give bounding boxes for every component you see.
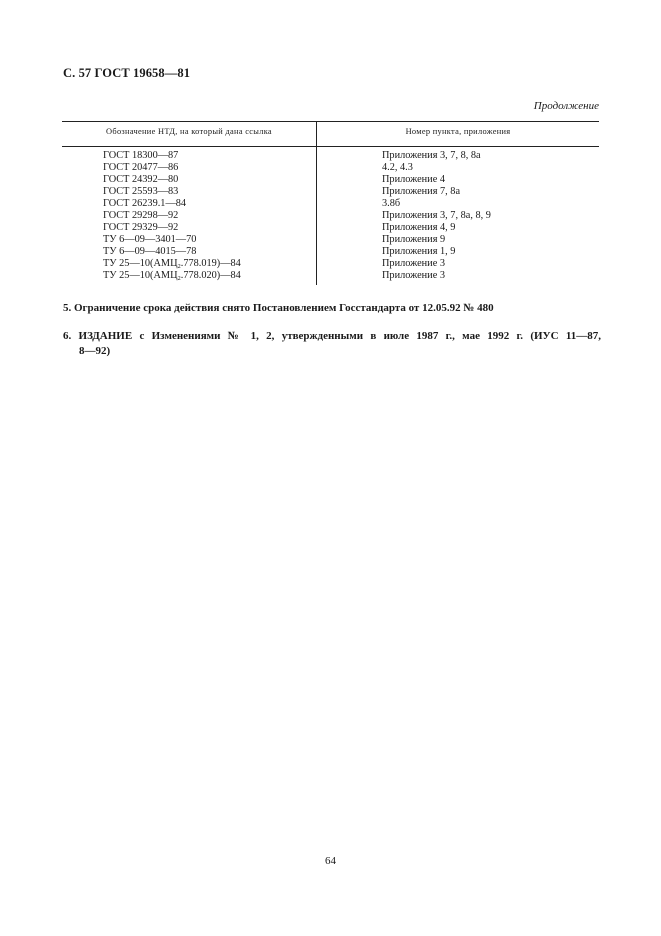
reference-cell: Приложение 4 — [382, 174, 445, 185]
note-validity-period: 5. Ограничение срока действия снято Постановлением Госстандарта от 12.05.92 № 480 — [63, 302, 494, 314]
continuation-label: Продолжение — [533, 100, 599, 112]
table-header-rule — [62, 146, 599, 147]
table-row — [62, 246, 599, 258]
document-cell: ГОСТ 18300—87 — [103, 150, 179, 161]
subscript-index: 2 — [177, 263, 181, 270]
reference-cell: Приложения 3, 7, 8а, 8, 9 — [382, 210, 491, 221]
column-header-document: Обозначение НТД, на который дана ссылка — [106, 127, 272, 136]
document-suffix: .778.019)—84 — [180, 258, 241, 269]
reference-cell: Приложения 3, 7, 8, 8а — [382, 150, 481, 161]
document-cell: ТУ 6—09—3401—70 — [103, 234, 197, 245]
document-cell — [103, 270, 241, 282]
document-cell: ГОСТ 26239.1—84 — [103, 198, 187, 209]
table-row — [62, 150, 599, 162]
reference-cell: Приложения 7, 8а — [382, 186, 461, 197]
table-body — [62, 150, 599, 282]
table-top-rule — [62, 121, 599, 122]
document-prefix: ТУ 25—10(АМЦ — [103, 270, 178, 281]
table-row — [62, 186, 599, 198]
reference-cell: Приложения 1, 9 — [382, 246, 456, 257]
column-header-reference: Номер пункта, приложения — [405, 127, 511, 136]
table-row — [62, 222, 599, 234]
page-number: 64 — [325, 855, 336, 867]
reference-cell: 4.2, 4.3 — [382, 162, 413, 173]
table-row — [62, 198, 599, 210]
document-suffix: .778.020)—84 — [180, 270, 241, 281]
reference-cell: Приложения 9 — [382, 234, 446, 245]
document-cell: ГОСТ 29298—92 — [103, 210, 179, 221]
table-row — [62, 234, 599, 246]
reference-cell: 3.8б — [382, 198, 401, 209]
table-row — [62, 174, 599, 186]
subscript-index: 2 — [177, 275, 181, 282]
references-table — [62, 121, 599, 285]
table-row — [62, 258, 599, 270]
table-row — [62, 270, 599, 282]
table-row — [62, 210, 599, 222]
document-cell: ГОСТ 25593—83 — [103, 186, 179, 197]
note-edition-line-2: 8—92) — [79, 345, 111, 357]
document-prefix: ТУ 25—10(АМЦ — [103, 258, 178, 269]
note-edition-line-1: 6. ИЗДАНИЕ с Изменениями № 1, 2, утвержденными в июле 1987 г., мае 1992 г. (ИУС 11—87, — [63, 330, 601, 342]
document-cell: ГОСТ 20477—86 — [103, 162, 179, 173]
document-cell: ГОСТ 29329—92 — [103, 222, 179, 233]
table-row — [62, 162, 599, 174]
document-cell — [103, 258, 241, 270]
document-cell: ГОСТ 24392—80 — [103, 174, 179, 185]
reference-cell: Приложения 4, 9 — [382, 222, 456, 233]
reference-cell: Приложение 3 — [382, 258, 445, 269]
document-cell: ТУ 6—09—4015—78 — [103, 246, 197, 257]
note-edition — [63, 329, 601, 359]
reference-cell: Приложение 3 — [382, 270, 445, 281]
page-header: С. 57 ГОСТ 19658—81 — [63, 66, 191, 80]
